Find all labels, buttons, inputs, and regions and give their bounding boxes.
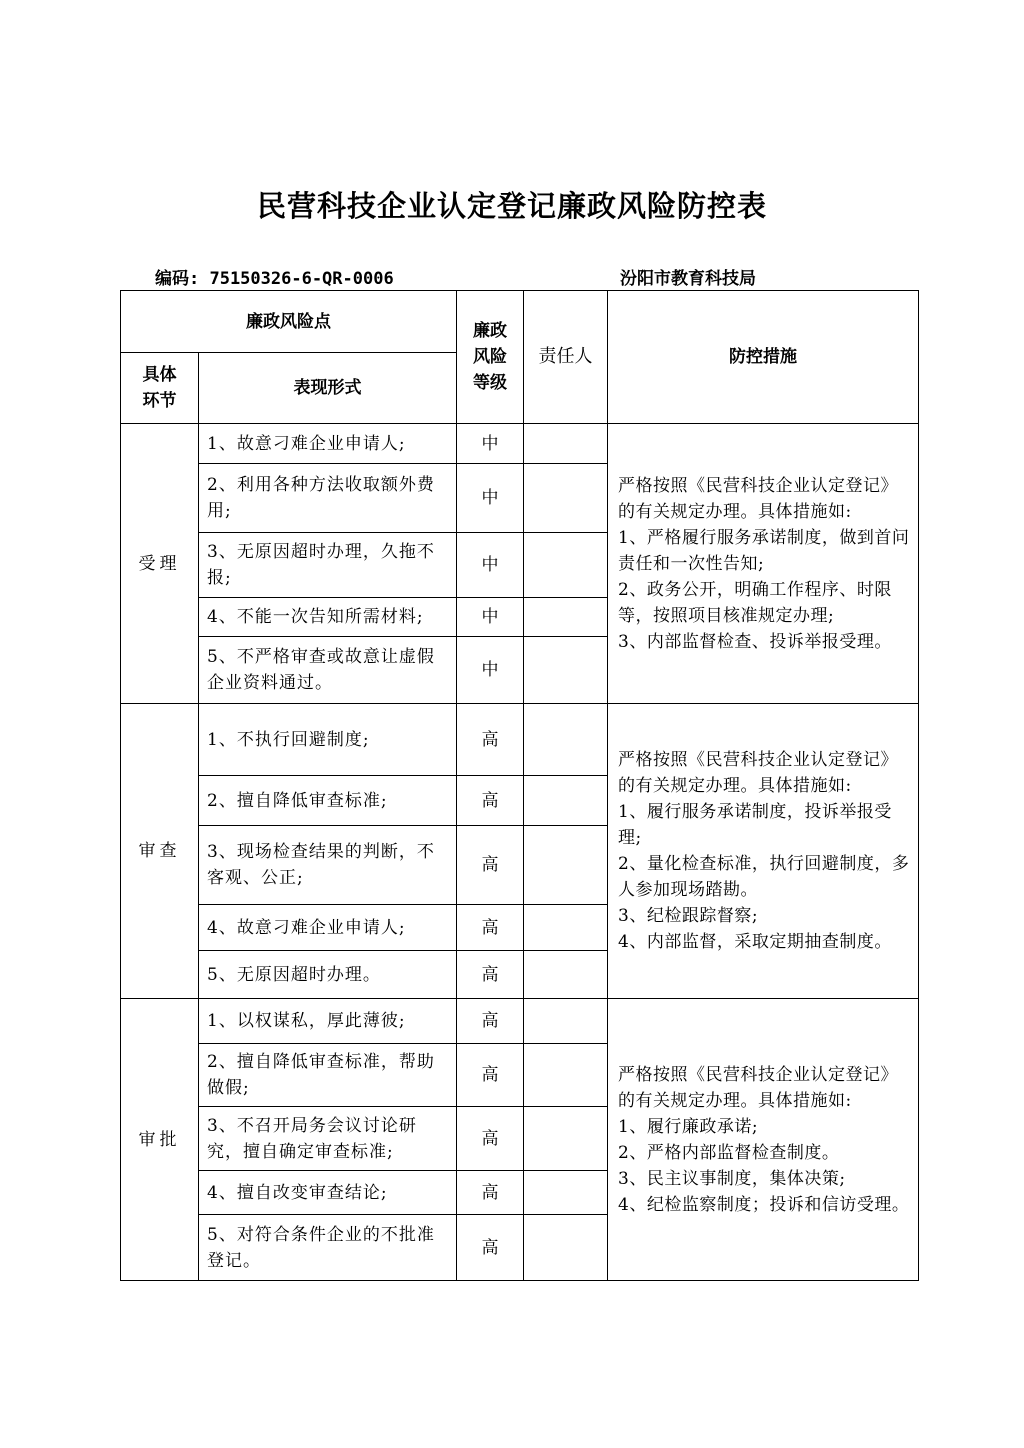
risk-level-cell: 高 bbox=[457, 1044, 524, 1107]
organization-name: 汾阳市教育科技局 bbox=[620, 269, 756, 289]
responsible-cell bbox=[524, 999, 608, 1044]
page-title: 民营科技企业认定登记廉政风险防控表 bbox=[256, 189, 767, 223]
measure-line: 2、政务公开，明确工作程序、时限等，按照项目核准规定办理; bbox=[618, 579, 892, 626]
header-row-1 bbox=[121, 291, 919, 353]
measure-line: 3、内部监督检查、投诉举报受理。 bbox=[618, 631, 892, 652]
risk-level-cell: 中 bbox=[457, 464, 524, 533]
responsible-cell bbox=[524, 1044, 608, 1107]
responsible-cell bbox=[524, 704, 608, 776]
risk-level-cell: 中 bbox=[457, 424, 524, 464]
measure-line: 1、履行廉政承诺; bbox=[618, 1116, 759, 1137]
risk-level-cell: 高 bbox=[457, 951, 524, 999]
measure-line: 严格按照《民营科技企业认定登记》的有关规定办理。具体措施如: bbox=[618, 1064, 898, 1111]
risk-level-cell: 高 bbox=[457, 905, 524, 951]
risk-level-cell: 高 bbox=[457, 999, 524, 1044]
header-risk-level bbox=[457, 291, 524, 424]
table-row bbox=[121, 704, 919, 776]
responsible-cell bbox=[524, 1171, 608, 1215]
measure-line: 4、内部监督，采取定期抽查制度。 bbox=[618, 932, 892, 952]
risk-level-cell: 高 bbox=[457, 776, 524, 826]
risk-level-cell: 高 bbox=[457, 704, 524, 776]
form-cell: 2、擅自降低审查标准; bbox=[199, 776, 457, 826]
measure-line: 4、纪检监察制度；投诉和信访受理。 bbox=[618, 1194, 910, 1215]
header-stage-line: 环节 bbox=[142, 391, 177, 411]
form-cell: 1、不执行回避制度; bbox=[199, 704, 457, 776]
document-code: 编码: 75150326-6-QR-0006 bbox=[155, 269, 394, 289]
form-cell: 3、不召开局务会议讨论研究，擅自确定审查标准; bbox=[199, 1107, 457, 1171]
measure-line: 2、量化检查标准，执行回避制度，多人参加现场踏勘。 bbox=[618, 854, 910, 900]
responsible-cell bbox=[524, 1107, 608, 1171]
responsible-cell bbox=[524, 826, 608, 905]
responsible-cell bbox=[524, 637, 608, 704]
header-risk-level-line: 廉政 bbox=[473, 321, 507, 341]
responsible-cell bbox=[524, 905, 608, 951]
measure-line: 3、民主议事制度，集体决策; bbox=[618, 1168, 846, 1189]
responsible-cell bbox=[524, 951, 608, 999]
measures-cell bbox=[608, 704, 919, 999]
measure-line: 1、履行服务承诺制度，投诉举报受理; bbox=[618, 802, 892, 848]
header-stage bbox=[121, 353, 199, 424]
measure-line: 2、严格内部监督检查制度。 bbox=[618, 1142, 840, 1163]
stage-cell: 审批 bbox=[121, 999, 199, 1281]
form-cell: 4、不能一次告知所需材料; bbox=[199, 598, 457, 637]
form-cell: 1、故意刁难企业申请人; bbox=[199, 424, 457, 464]
form-cell: 3、无原因超时办理，久拖不报; bbox=[199, 533, 457, 598]
form-cell: 5、无原因超时办理。 bbox=[199, 951, 457, 999]
header-responsible: 责任人 bbox=[524, 291, 608, 424]
form-cell: 5、不严格审查或故意让虚假企业资料通过。 bbox=[199, 637, 457, 704]
risk-level-cell: 高 bbox=[457, 826, 524, 905]
risk-control-table bbox=[120, 290, 919, 1281]
risk-level-cell: 中 bbox=[457, 533, 524, 598]
form-cell: 4、故意刁难企业申请人; bbox=[199, 905, 457, 951]
stage-cell: 审查 bbox=[121, 704, 199, 999]
header-stage-line: 具体 bbox=[142, 365, 177, 385]
form-cell: 2、利用各种方法收取额外费用; bbox=[199, 464, 457, 533]
risk-level-cell: 高 bbox=[457, 1171, 524, 1215]
form-cell: 4、擅自改变审查结论; bbox=[199, 1171, 457, 1215]
responsible-cell bbox=[524, 776, 608, 826]
measure-line: 严格按照《民营科技企业认定登记》的有关规定办理。具体措施如: bbox=[618, 750, 898, 796]
stage-cell: 受理 bbox=[121, 424, 199, 704]
form-cell: 5、对符合条件企业的不批准登记。 bbox=[199, 1215, 457, 1281]
form-cell: 2、擅自降低审查标准，帮助做假; bbox=[199, 1044, 457, 1107]
measure-line: 1、严格履行服务承诺制度，做到首问责任和一次性告知; bbox=[618, 527, 910, 574]
responsible-cell bbox=[524, 598, 608, 637]
risk-level-cell: 高 bbox=[457, 1107, 524, 1171]
header-risk-level-line: 等级 bbox=[473, 373, 507, 393]
measure-line: 3、纪检跟踪督察; bbox=[618, 906, 759, 926]
header-form: 表现形式 bbox=[199, 353, 457, 424]
responsible-cell bbox=[524, 533, 608, 598]
risk-level-cell: 中 bbox=[457, 637, 524, 704]
responsible-cell bbox=[524, 1215, 608, 1281]
table-row bbox=[121, 999, 919, 1044]
responsible-cell bbox=[524, 464, 608, 533]
header-risk-level-line: 风险 bbox=[473, 347, 507, 367]
risk-level-cell: 中 bbox=[457, 598, 524, 637]
form-cell: 1、以权谋私，厚此薄彼; bbox=[199, 999, 457, 1044]
header-measures: 防控措施 bbox=[608, 291, 919, 424]
measures-cell bbox=[608, 424, 919, 704]
form-cell: 3、现场检查结果的判断，不客观、公正; bbox=[199, 826, 457, 905]
measures-cell bbox=[608, 999, 919, 1281]
measure-line: 严格按照《民营科技企业认定登记》的有关规定办理。具体措施如: bbox=[618, 475, 898, 522]
table-row bbox=[121, 424, 919, 464]
risk-level-cell: 高 bbox=[457, 1215, 524, 1281]
header-risk-point: 廉政风险点 bbox=[121, 291, 457, 353]
responsible-cell bbox=[524, 424, 608, 464]
